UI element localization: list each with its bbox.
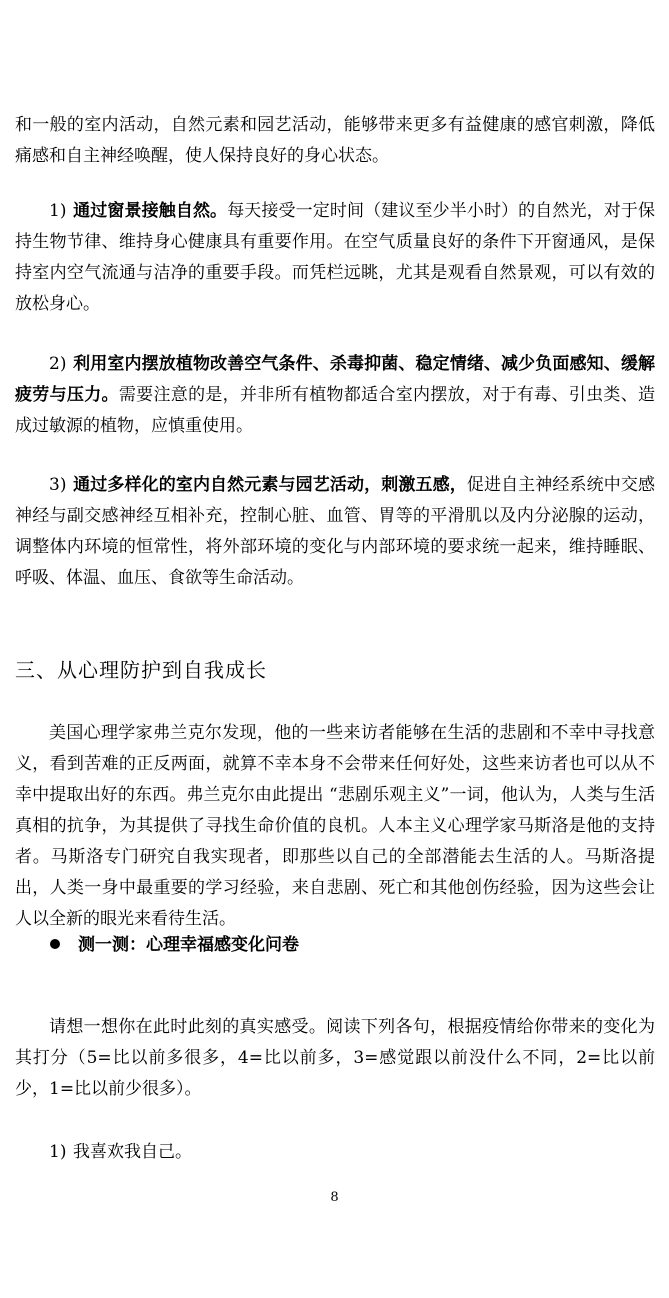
list-item-bold-text: 通过多样化的室内自然元素与园艺活动，刺激五感， [73, 475, 467, 495]
list-item-number: 3) [49, 475, 67, 495]
page-number: 8 [330, 1190, 339, 1205]
list-item-number: 1) [49, 201, 67, 221]
question-item-1 [15, 1137, 655, 1168]
list-item-text: 需要注意的是，并非所有植物都适合室内摆放，对于有毒、引虫类、造成过敏源的植物，应慎重使用。 [15, 385, 656, 436]
questionnaire-intro: 请想一想你在此时此刻的真实感受。阅读下列各句，根据疫情给你带来的变化为其打分（5=比以前多很多，4=比以前多，3=感觉跟以前没什么不同，2=比以前少，1=比以前少很多）。 [15, 1017, 655, 1099]
body-paragraph: 美国心理学家弗兰克尔发现，他的一些来访者能够在生活的悲剧和不幸中寻找意义，看到苦难的正反两面，就算不幸本身不会带来任何好处，这些来访者也可以从不幸中提取出好的东西。弗兰克尔由此提出 “悲剧乐观主义”一词，他认为，人类与生活真相的抗争，为其提供了寻找生命价值的良机。人本主义心理学家马斯洛是他的支持者。马斯洛专门研究自我实现者，即那些以自己的全部潜能去生活的人。马斯洛提出，人类一身中最重要的学习经验，来自悲剧、死亡和其他创伤经验，因为这些会让人以全新的眼光来看待生活。 [15, 723, 655, 929]
bullet-heading: 测一测：心理幸福感变化问卷 [78, 935, 299, 955]
bullet-dot-icon [50, 939, 60, 949]
list-item-2 [15, 349, 655, 442]
question-item-number: 1) [49, 1142, 67, 1162]
list-item-bold-text: 通过窗景接触自然。 [73, 201, 228, 221]
list-item-1 [15, 196, 655, 320]
list-item-3 [15, 470, 655, 594]
list-item-bold-text: 利用室内摆放植物改善空气条件、杀毒抑菌、稳定情绪、减少负面感知、缓解疲劳与压力。 [15, 354, 655, 405]
intro-paragraph: 和一般的室内活动，自然元素和园艺活动，能够带来更多有益健康的感官刺激，降低痛感和自主神经唤醒，使人保持良好的身心状态。 [15, 115, 655, 166]
list-item-text: 促进自主神经系统中交感神经与副交感神经互相补充，控制心脏、血管、胃等的平滑肌以及内分泌腺的运动，调整体内环境的恒常性，将外部环境的变化与内部环境的要求统一起来，维持睡眠、呼吸、体温、血压、食欲等生命活动。 [15, 475, 656, 588]
question-item-text: 我喜欢我自己。 [73, 1142, 192, 1162]
list-item-text: 每天接受一定时间（建议至少半小时）的自然光，对于保持生物节律、维持身心健康具有重要作用。在空气质量良好的条件下开窗通风，是保持室内空气流通与洁净的重要手段。而凭栏远眺，尤其是观看自然景观，可以有效的放松身心。 [15, 201, 656, 314]
list-item-number: 2) [49, 354, 67, 374]
bullet-heading-line [50, 930, 299, 961]
section-heading: 三、从心理防护到自我成长 [15, 658, 267, 682]
